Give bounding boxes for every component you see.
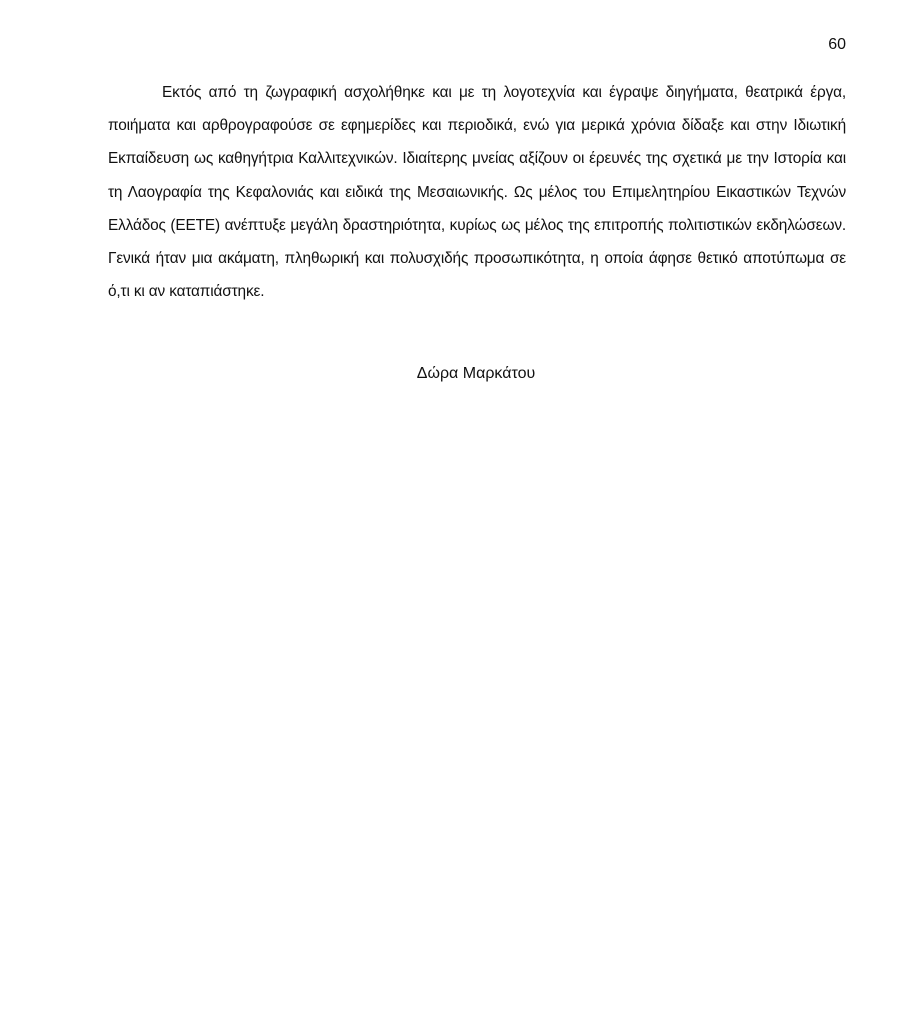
page-number: 60	[828, 36, 846, 53]
body-paragraph: Εκτός από τη ζωγραφική ασχολήθηκε και με τη λογοτεχνία και έγραψε διηγήματα, θεατρικά έργα, ποιήματα και αρθρογραφούσε σε εφημερίδες και περιοδικά, ενώ για μερικά χρόνια δίδαξε και στην Ιδιωτική Εκπαίδευση ως καθηγήτρια Καλλιτεχνικών. Ιδιαίτερης μνείας αξίζουν οι έρευνές της σχετικά με την Ιστορία και τη Λαογραφία της Κεφαλονιάς και ειδικά της Μεσαιωνικής. Ως μέλος του Επιμελητηρίου Εικαστικών Τεχνών Ελλάδος (ΕΕΤΕ) ανέπτυξε μεγάλη δραστηριότητα, κυρίως ως μέλος της επιτροπής πολιτιστικών εκδηλώσεων. Γενικά ήταν μια ακάματη, πληθωρική και πολυσχιδής προσωπικότητα, η οποία άφησε θετικό αποτύπωμα σε ό,τι κι αν καταπιάστηκε.	[108, 84, 846, 301]
author-signature: Δώρα Μαρκάτου	[416, 365, 536, 382]
